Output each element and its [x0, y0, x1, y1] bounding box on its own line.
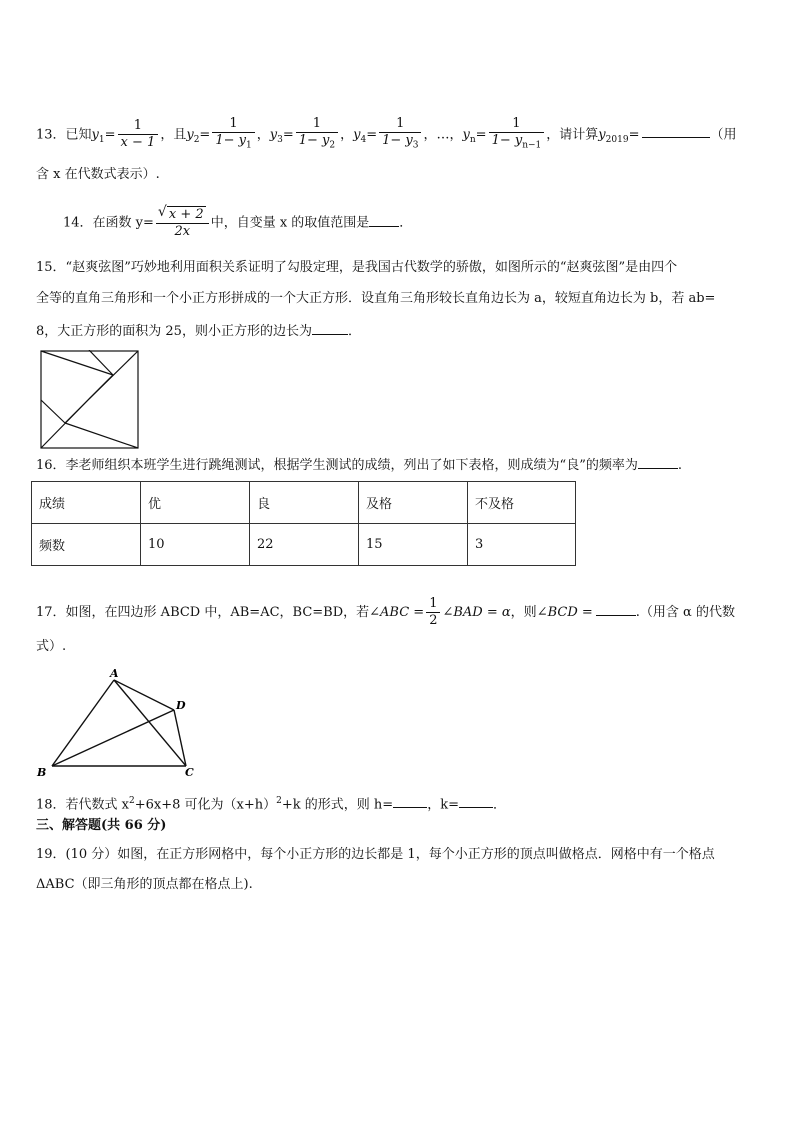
table-cell: 22: [250, 524, 359, 566]
q13-frac3-num: 1: [296, 116, 338, 133]
small-square-side-1: [65, 399, 89, 423]
vertex-label-c: C: [185, 766, 194, 779]
q13-frac2-den: [212, 133, 254, 154]
table-cell: 10: [141, 524, 250, 566]
segment-ad: [114, 680, 174, 710]
section-title: 三、解答题(共 66 分): [36, 818, 167, 833]
table-header-cell: 良: [250, 482, 359, 524]
q18-text1: 18．若代数式 x: [36, 797, 130, 813]
q13-frac4-den: [379, 133, 421, 154]
q15-line3-text: 8，大正方形的面积为 25，则小正方形的边长为: [36, 324, 312, 339]
vertex-label-b: B: [37, 766, 47, 779]
q16-text: 16．李老师组织本班学生进行跳绳测试，根据学生测试的成绩，列出了如下表格，则成绩为“良”的频率为: [36, 458, 638, 473]
q13-sub1: 1: [98, 134, 105, 145]
q13-frac1-den-text: x − 1: [120, 135, 156, 151]
table-header-cell: 成绩: [32, 482, 141, 524]
quadrilateral-diagram: [34, 666, 204, 782]
table-header-cell: 及格: [359, 482, 468, 524]
q18-sup1: 2: [129, 796, 135, 806]
q13-sub3: 3: [277, 134, 283, 145]
q17-text-before: 17．如图，在四边形 ABCD 中，AB=AC，BC=BD，若: [36, 605, 370, 620]
q17-then: ，则: [510, 605, 537, 620]
q13-frac3: [296, 116, 338, 154]
table-cell: 15: [359, 524, 468, 566]
q13-frac3-sub: 2: [329, 140, 336, 151]
q14-end: ．: [399, 215, 413, 231]
table-cell: 频数: [32, 524, 141, 566]
q15-end: ．: [347, 324, 361, 339]
q13-y4: y: [353, 127, 361, 143]
q13-frac1: [118, 118, 159, 151]
vertex-label-d: D: [176, 699, 186, 712]
q13-dots: ，…，: [423, 127, 463, 143]
q18-h-blank: [393, 795, 427, 808]
q17-angle-abc: ∠ABC =: [369, 605, 425, 620]
q14-sqrt: [167, 206, 206, 223]
q14-text-after: 中，自变量 x 的取值范围是: [210, 215, 370, 231]
q18-comma: ，k=: [427, 797, 459, 813]
q13-frac4-sub: 3: [412, 140, 419, 151]
table-header-cell: 优: [141, 482, 250, 524]
q13-paren: （用: [710, 127, 737, 143]
q14-text-before: 14．在函数 y=: [63, 215, 154, 231]
table-row: [32, 524, 576, 566]
q13-yn: y: [462, 127, 470, 143]
q13-answer-blank: [642, 125, 710, 138]
q13-frac1-den: [118, 135, 159, 151]
segment-dc: [174, 710, 186, 766]
q16-answer-blank: [638, 456, 678, 469]
q13-eq: =: [104, 127, 116, 143]
vertex-label-a: A: [110, 667, 119, 680]
q13-sub2: 2: [193, 134, 200, 145]
q16-line: [36, 456, 682, 476]
triangle-edge-3: [65, 423, 138, 448]
q13-frac4-num: 1: [379, 116, 421, 133]
q13-y1: y: [91, 127, 99, 143]
q17-line2: 式）.: [36, 639, 67, 654]
q13-eq5: =: [475, 127, 487, 143]
q17-half-den: 2: [429, 613, 438, 628]
q13-line1: 13．已知$y_1=$ $\frac{1}{x - 1}$ ，且$y_2=$ $\frac{1}{1- y_1}$ ，$y_3=$ $\frac{1}{1- y_2}$ ，$y_4=$ $\frac{1}{1- y_3}$ ，…，$y_n=$ $\frac{1}{1- y_{n-1}}$ ，请计算$y_{2019}=$ （用: [36, 116, 736, 154]
q13-frac5-den: [489, 133, 545, 154]
q16-end: .: [677, 458, 682, 473]
q13-frac5-num: 1: [489, 116, 545, 133]
grade-table: [31, 481, 576, 566]
q14-frac-num: [156, 206, 209, 224]
q17-angle-bad: ∠BAD = α: [442, 605, 511, 620]
q18-line: [36, 791, 506, 815]
q19-line1: 19．(10 分）如图，在正方形网格中，每个小正方形的边长都是 1，每个小正方形的顶点叫做格点．网格中有一个格点: [36, 847, 715, 862]
q13-line2: 含 x 在代数式表示）.: [36, 167, 160, 182]
q13-frac3-den: [296, 133, 338, 154]
q13-frac2-den-text: 1− y: [215, 133, 246, 148]
q13-subn: n: [469, 134, 476, 145]
q13-frac2: [212, 116, 254, 154]
q13-frac5: [489, 116, 545, 154]
q14-frac-den: [156, 224, 209, 240]
q13-y2: y: [186, 127, 194, 143]
q18-end: ．: [492, 797, 506, 813]
q14-frac: [156, 206, 209, 240]
q13-eq2: =: [199, 127, 211, 143]
q18-text3: +k 的形式，则 h=: [281, 797, 394, 813]
q13-frac5-sub: n−1: [522, 140, 542, 151]
q18-sup2: 2: [276, 796, 282, 806]
q13-sub4: 4: [360, 134, 367, 145]
q14-line: [63, 206, 412, 240]
q18-text2: +6x+8 可化为（x+h）: [134, 797, 277, 813]
q13-frac2-num: 1: [212, 116, 254, 133]
q13-frac3-den-text: 1− y: [298, 133, 330, 148]
q15-line2: 全等的直角三角形和一个小正方形拼成的一个大正方形．设直角三角形较长直角边长为 a，较短直角边长为 b，若 ab=: [36, 291, 716, 306]
q13-y2019: y: [598, 127, 606, 143]
q17-answer-blank: [596, 603, 636, 616]
q13-and: ，且: [160, 127, 187, 143]
q15-answer-blank: [312, 322, 348, 335]
q14-answer-blank: [369, 214, 399, 227]
q19-line2: ΔABC（即三角形的顶点都在格点上).: [36, 877, 253, 892]
q17-line1: [36, 596, 735, 629]
q13-frac2-sub: 1: [245, 140, 252, 151]
table-header-cell: 不及格: [468, 482, 576, 524]
q18-k-blank: [459, 795, 493, 808]
segment-ac: [114, 680, 186, 766]
table-header-row: [32, 482, 576, 524]
q13-y3: y: [269, 127, 278, 143]
inner-edge-2: [41, 400, 65, 423]
q13-frac1-num: 1: [118, 118, 159, 135]
q13-frac4: [379, 116, 421, 154]
q13-eq3: =: [282, 127, 294, 143]
q17-after: .（用含 α 的代数: [635, 605, 735, 620]
q13-eq6: =: [628, 127, 640, 143]
q17-half-num: 1: [426, 596, 440, 613]
q13-number: 13．已知: [36, 127, 92, 143]
q13-frac4-den-text: 1− y: [382, 133, 413, 148]
table-cell: 3: [468, 524, 576, 566]
q17-half: [426, 596, 440, 629]
q17-angle-bcd: ∠BCD =: [536, 605, 593, 620]
q14-radicand: x + 2: [168, 207, 204, 222]
segment-ab: [52, 680, 114, 766]
segment-bd: [52, 710, 174, 766]
q15-line1: 15．“赵爽弦图”巧妙地利用面积关系证明了勾股定理，是我国古代数学的骄傲，如图所示的“赵爽弦图”是由四个: [36, 260, 678, 275]
q13-sub2019: 2019: [605, 134, 629, 145]
small-square-side-2: [89, 375, 113, 399]
q13-calc: ，请计算: [546, 127, 599, 143]
q13-frac5-den-text: 1− y: [491, 133, 523, 148]
q13-eq4: =: [366, 127, 378, 143]
q15-line3: [36, 322, 361, 342]
zhao-shuang-diagram: [40, 350, 140, 450]
q14-den-text: 2x: [174, 224, 191, 239]
